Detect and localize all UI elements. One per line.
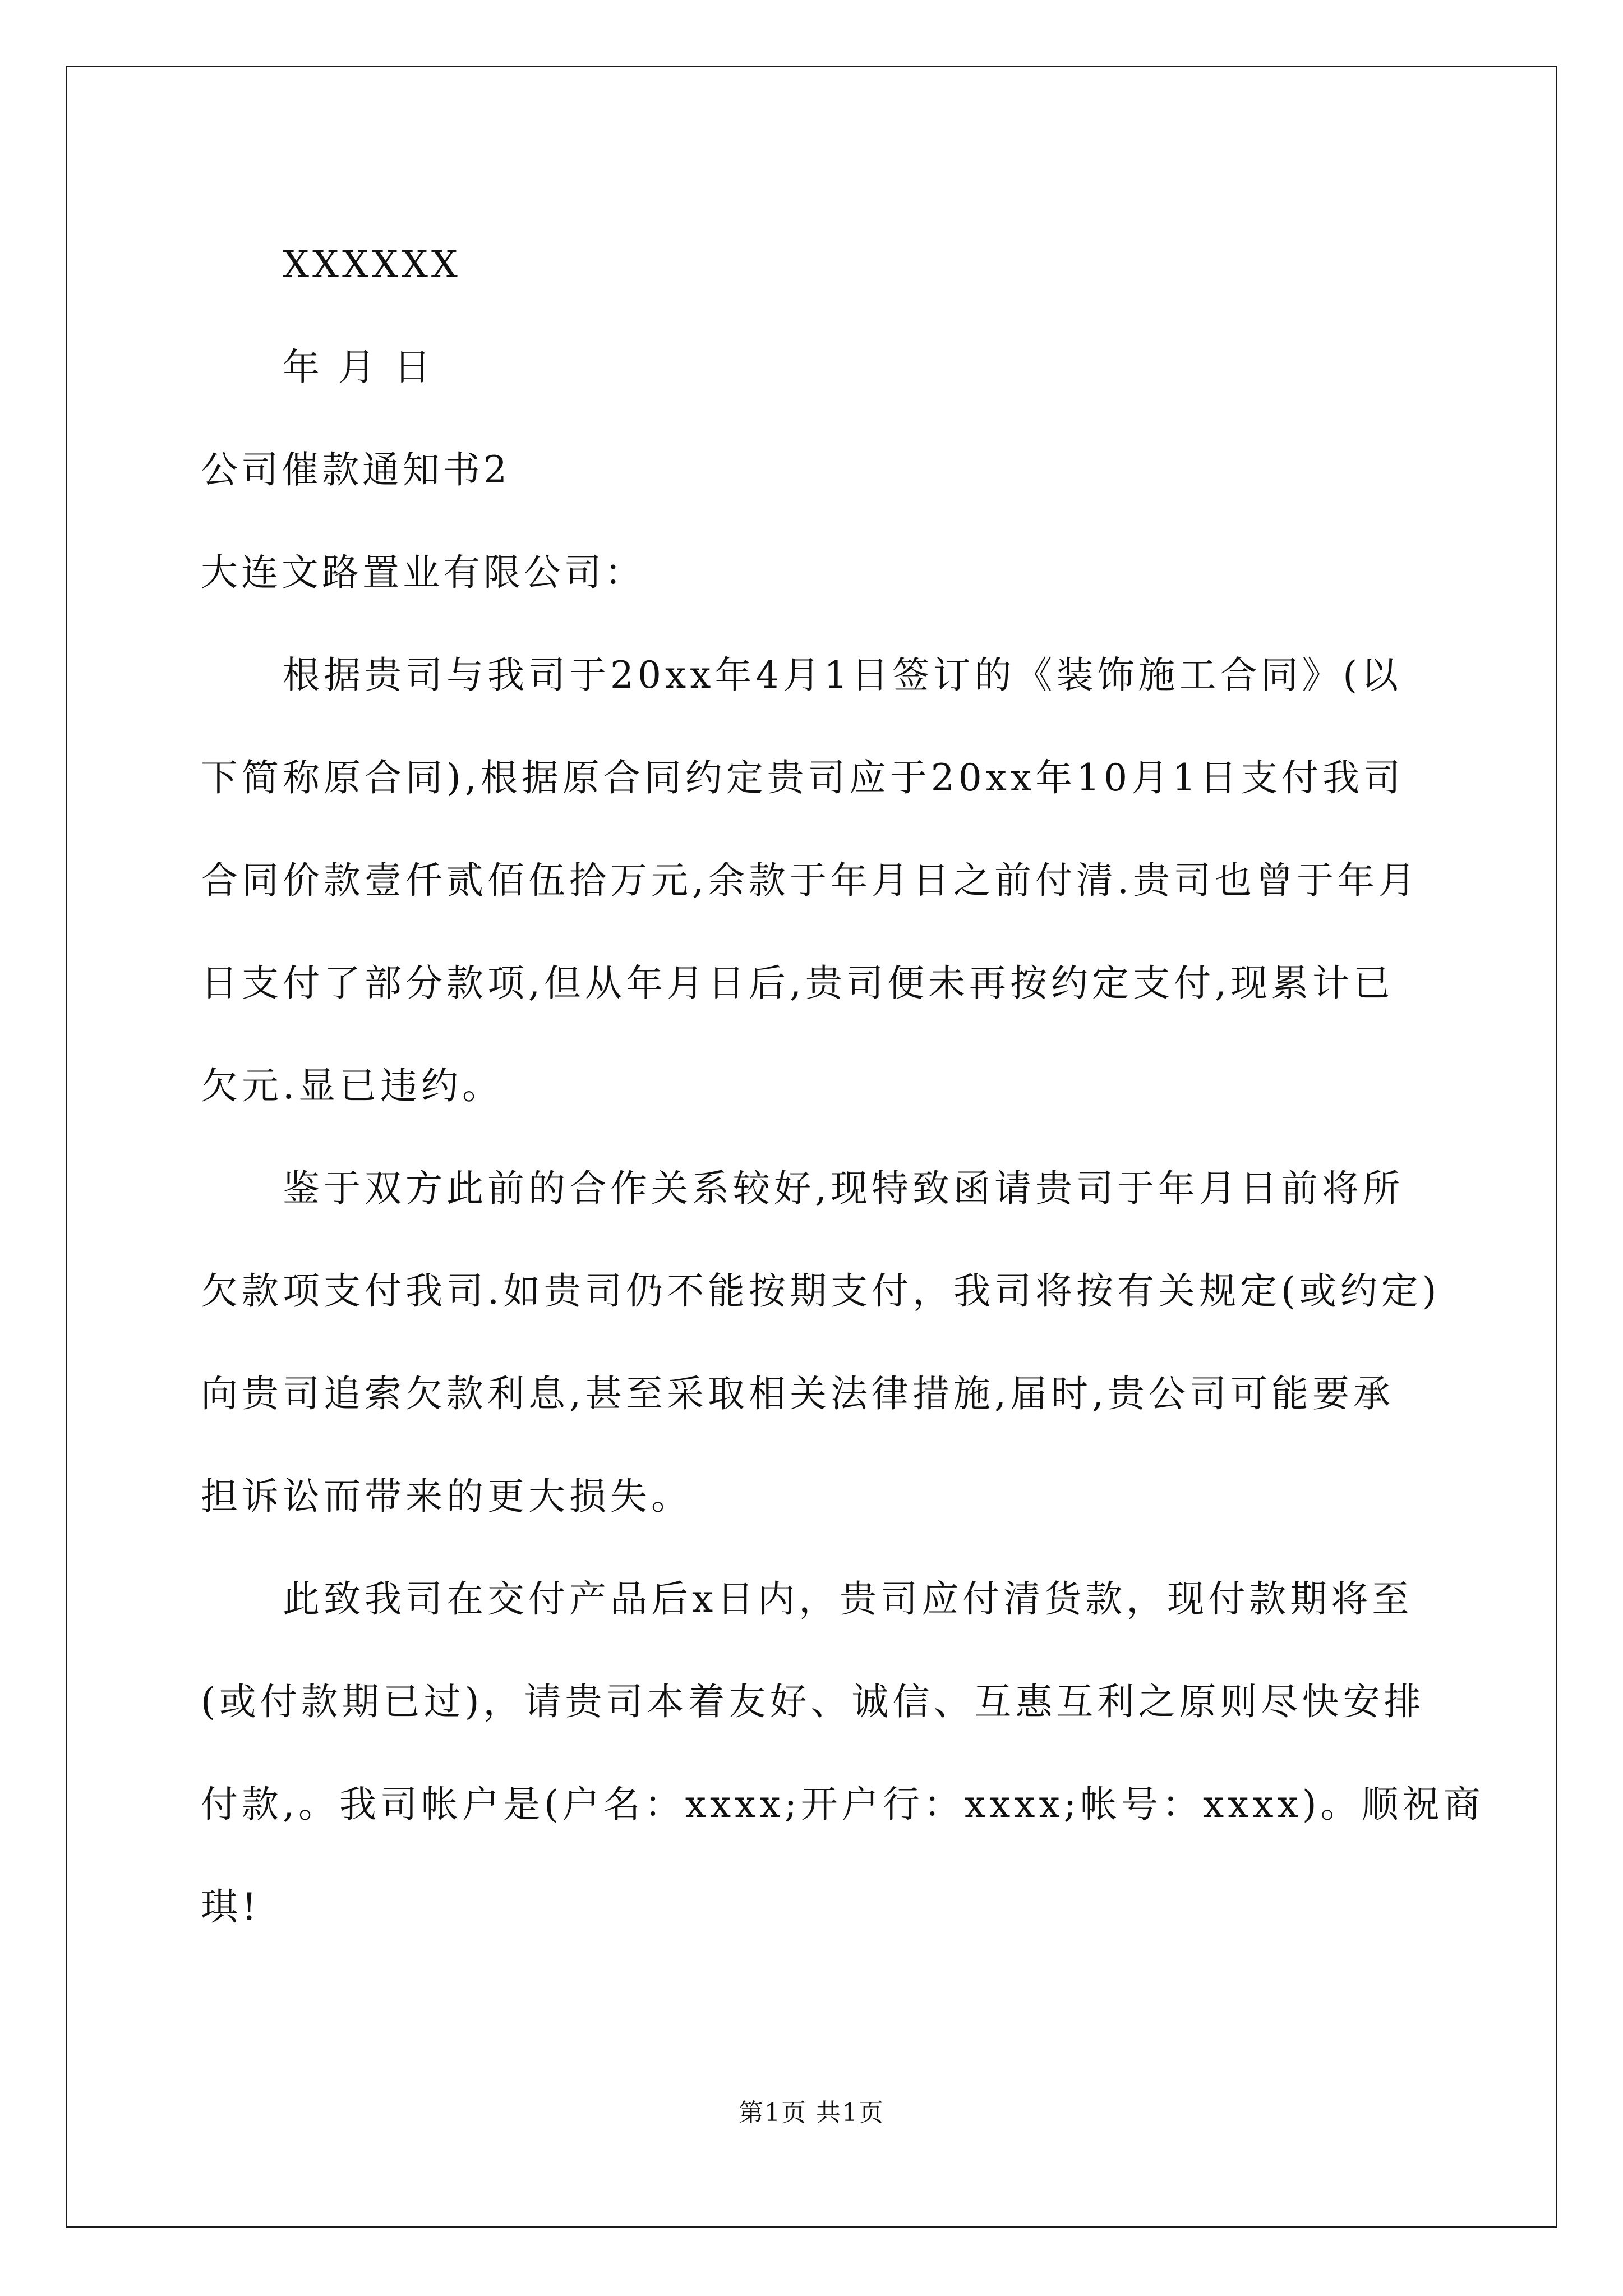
paragraph-line: 鉴于双方此前的合作关系较好,现特致函请贵司于年月日前将所 <box>283 1167 1404 1210</box>
paragraph-line: 欠元.显已违约。 <box>201 1064 503 1107</box>
paragraph-2 <box>201 1137 1441 1548</box>
paragraph-line: (或付款期已过)，请贵司本着友好、诚信、互惠互利之原则尽快安排 <box>201 1680 1425 1723</box>
paragraph-3 <box>201 1548 1484 1958</box>
paragraph-line: 琪! <box>201 1885 261 1929</box>
recipient-line: 大连文路置业有限公司： <box>201 551 645 594</box>
paragraph-line: 日支付了部分款项,但从年月日后,贵司便未再按约定支付,现累计已 <box>201 961 1394 1005</box>
document-body <box>201 213 1484 1958</box>
paragraph-line: 付款,。我司帐户是(户名：xxxx;开户行：xxxx;帐号：xxxx)。顺祝商 <box>201 1783 1484 1826</box>
paragraph-line: 向贵司追索欠款利息,甚至采取相关法律措施,届时,贵公司可能要承 <box>201 1372 1394 1415</box>
paragraph-line: 欠款项支付我司.如贵司仍不能按期支付，我司将按有关规定(或约定) <box>201 1269 1441 1313</box>
paragraph-line: 合同价款壹仟贰佰伍拾万元,余款于年月日之前付清.贵司也曾于年月 <box>201 859 1419 902</box>
paragraph-line: 根据贵司与我司于20xx年4月1日签订的《装饰施工合同》(以 <box>283 654 1403 697</box>
paragraph-line: 担诉讼而带来的更大损失。 <box>201 1475 692 1518</box>
date-line: 年 月 日 <box>283 346 434 389</box>
paragraph-line: 此致我司在交付产品后x日内，贵司应付清货款，现付款期将至 <box>283 1577 1413 1621</box>
signature-line: XXXXXX <box>283 243 461 286</box>
document-title: 公司催款通知书2 <box>201 448 510 491</box>
paragraph-line: 下简称原合同),根据原合同约定贵司应于20xx年10月1日支付我司 <box>201 756 1405 799</box>
paragraph-1 <box>201 624 1429 1137</box>
page-footer: 第1页 共1页 <box>739 2099 884 2127</box>
